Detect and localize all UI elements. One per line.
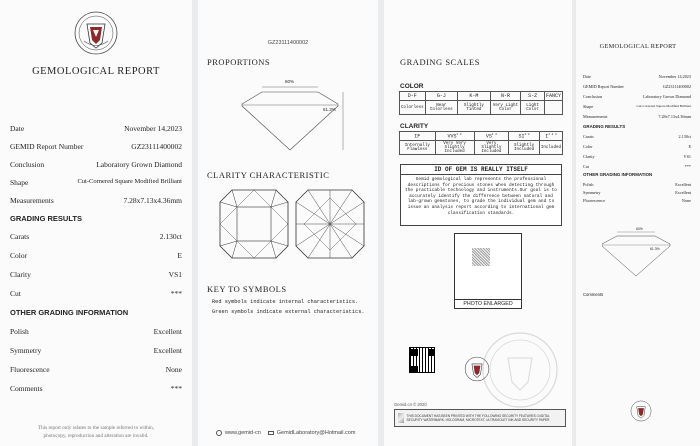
clarity-characteristic-title: CLARITY CHARACTERISTIC: [207, 170, 330, 180]
email-icon: [268, 431, 274, 435]
clarity-grade: $I^{1 2 3}$: [539, 132, 562, 141]
info-box-title: ID OF GEM IS REALLY ITSELF: [401, 165, 561, 175]
footer-disclaimer: This report only relates to the sample referred to within, photocopy, reproduction and alteration are invalid.: [37, 425, 155, 439]
info-row-report-number: GEMID Report Number GZ23111400002: [10, 142, 182, 151]
summary-proportions-diagram: [602, 226, 676, 278]
other-row-polish: Polish Excellent: [10, 327, 182, 336]
clarity-desc: Very Very Slightly Included: [435, 141, 474, 155]
report-number-top: GZ23111400002: [267, 40, 309, 46]
other-row-symmetry: Symmetry Excellent: [10, 346, 182, 355]
depth-percent: 61.3%: [323, 107, 336, 112]
summary-other-heading: OTHER GRADING INFORMATION: [583, 172, 653, 177]
email-link[interactable]: GemidLaboratory@Hotmail.com: [276, 430, 356, 436]
color-scale-title: COLOR: [400, 83, 424, 90]
proportions-title: PROPORTIONS: [207, 57, 271, 67]
summary-logo-seal: [630, 400, 652, 422]
summary-row-date: Date November 14,2023: [583, 74, 691, 79]
clarity-plot-crown: [218, 188, 290, 260]
hologram-icon: [398, 413, 404, 423]
summary-row-polish: Polish Excellent: [583, 182, 691, 187]
summary-row-conclusion: Conclusion Laboratory Grown Diamond: [583, 94, 691, 99]
clarity-grade: $SI^{1 2}$: [509, 132, 540, 141]
summary-row-report-number: GEMID Report Number GZ23111400002: [583, 84, 691, 89]
clarity-desc: Internally Flawless: [400, 141, 436, 155]
other-grading-heading: OTHER GRADING INFORMATION: [10, 308, 129, 317]
diamond-photo: [472, 248, 490, 266]
clarity-desc: Slightly Included: [509, 141, 540, 155]
qr-code[interactable]: [409, 347, 435, 373]
gemid-logo-seal-small: [464, 356, 490, 382]
proportions-diagram: [240, 78, 350, 153]
color-desc: [544, 101, 562, 115]
copyright-text: Gemid.cn © 2020: [394, 402, 427, 407]
report-title: GEMOLOGICAL REPORT: [32, 66, 160, 77]
clarity-grade: IF: [400, 132, 436, 141]
summary-title: GEMOLOGICAL REPORT: [599, 43, 677, 50]
grading-scales-panel: [384, 0, 572, 446]
color-desc: Colorless: [400, 101, 426, 115]
grading-scales-title: GRADING SCALES: [400, 57, 480, 67]
summary-row-carats: Carats 2.130ct: [583, 134, 691, 139]
report-front-panel: [0, 0, 192, 446]
info-box: [400, 164, 562, 226]
gemid-logo-seal: [73, 10, 119, 56]
summary-row-fluorescence: Fluorescence None: [583, 198, 691, 203]
summary-row-symmetry: Symmetry Excellent: [583, 190, 691, 195]
info-box-text: Gemid gemological lab represents the professional descriptions for precious stones when detecting through the practicable technology and instruments.Our goal is to accurately identify the difference between natural and lab-grown gemstones, to grade the individual gem and to issue an analysis report according to international gem classification standards.: [405, 177, 557, 216]
color-grade: N-R: [490, 92, 521, 101]
photo-label: PHOTO ENLARGED: [455, 299, 521, 308]
color-grade: K-M: [458, 92, 491, 101]
clarity-desc: Very Slightly Included: [474, 141, 509, 155]
info-row-date: Date November 14,2023: [10, 124, 182, 133]
summary-comments-label: Comments: [583, 292, 604, 297]
other-row-fluorescence: Fluorescence None: [10, 365, 182, 374]
key-green-note: Green symbols indicate external characteristics.: [212, 309, 365, 315]
key-to-symbols-title: KEY TO SYMBOLS: [207, 284, 287, 294]
globe-icon: [216, 430, 222, 436]
other-row-comments: Comments ***: [10, 384, 182, 393]
color-desc: Near Colorless: [425, 101, 457, 115]
summary-depth-percent: 61.3%: [650, 247, 660, 251]
color-desc: Slightly Tinted: [458, 101, 491, 115]
website-link[interactable]: www.gemid-cn: [225, 430, 261, 436]
color-grade: S-Z: [521, 92, 545, 101]
clarity-desc: Included: [539, 141, 562, 155]
proportions-panel: [198, 0, 378, 446]
info-row-shape: Shape Cut-Cornered Square Modified Brilliant: [10, 178, 182, 187]
clarity-plot-pavilion: [294, 188, 366, 260]
summary-table-percent: 60%: [636, 227, 643, 231]
key-red-note: Red symbols indicate internal characteristics.: [212, 299, 359, 305]
watermark-seal: [480, 330, 560, 410]
color-grade: D-F: [400, 92, 426, 101]
clarity-scale-table: [399, 131, 563, 155]
summary-row-clarity: Clarity VS1: [583, 154, 691, 159]
info-row-measurements: Measurements 7.28x7.13x4.36mm: [10, 196, 182, 205]
contact-footer: [216, 430, 355, 436]
security-banner: THIS DOCUMENT HAS BEEN PRINTED WITH THE FOLLOWING SECURITY FEATURES: DIGITAL SECURITY WATERMARK, HOLOGRAM, MICROTEXT, ULTRAVIOLET INK AND SECURITY PAPER: [394, 409, 566, 427]
clarity-scale-title: CLARITY: [400, 123, 429, 130]
table-percent: 60%: [285, 79, 295, 84]
grading-row-carats: Carats 2.130ct: [10, 232, 182, 241]
summary-grading-heading: GRADING RESULTS: [583, 124, 626, 129]
info-row-conclusion: Conclusion Laboratory Grown Diamond: [10, 160, 182, 169]
grading-results-heading: GRADING RESULTS: [10, 214, 82, 223]
grading-row-cut: Cut ***: [10, 289, 182, 298]
color-desc: Very Light Color: [490, 101, 521, 115]
summary-row-color: Color E: [583, 144, 691, 149]
color-desc: Light Color: [521, 101, 545, 115]
grading-row-color: Color E: [10, 251, 182, 260]
photo-box: [454, 233, 522, 309]
summary-row-shape: Shape Cut-Cornered Square Modified Brilliant: [583, 104, 691, 109]
color-grade: FANCY: [545, 93, 561, 99]
report-summary-card: [576, 0, 700, 446]
summary-row-measurements: Measurements 7.28x7.13x4.36mm: [583, 114, 691, 119]
summary-row-cut: Cut ***: [583, 164, 691, 169]
grading-row-clarity: Clarity VS1: [10, 270, 182, 279]
color-grade: G-J: [425, 92, 457, 101]
clarity-grade: $VVS^{1 2}$: [435, 132, 474, 141]
color-scale-table: [399, 91, 563, 115]
clarity-grade: $VS^{1 2}$: [474, 132, 509, 141]
